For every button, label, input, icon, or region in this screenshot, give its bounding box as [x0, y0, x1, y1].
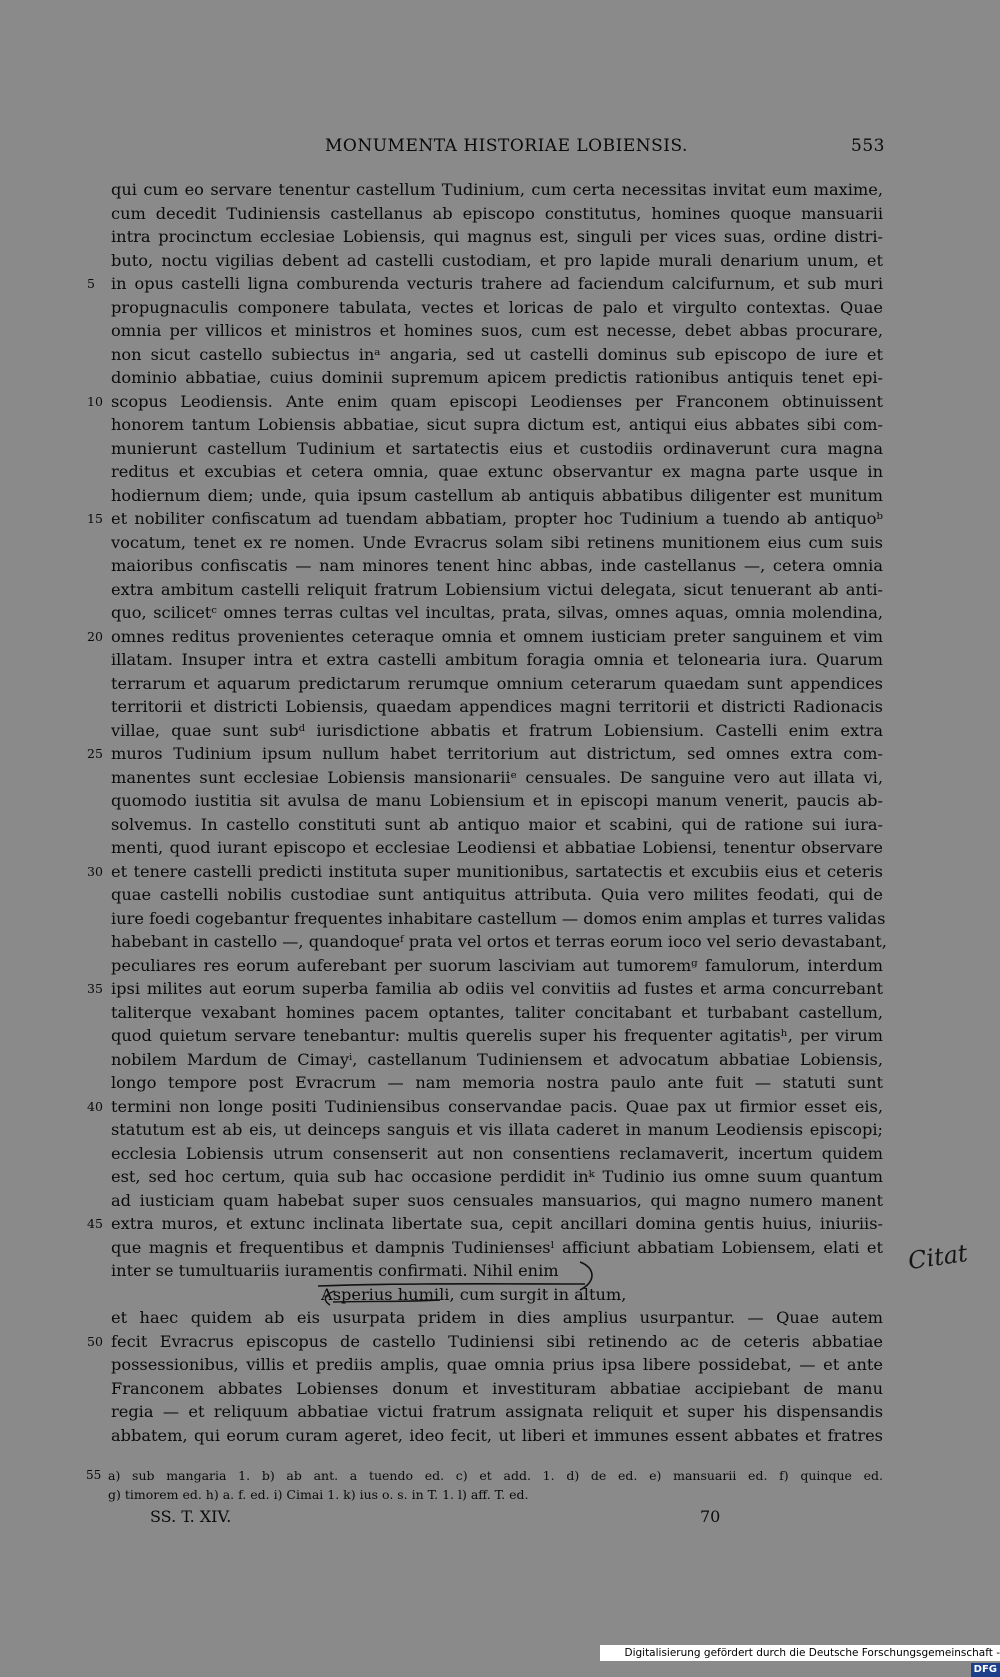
line-text: Franconem abbates Lobienses donum et investituram abbatiae accipiebant de manu: [111, 1378, 883, 1398]
line-number: 5: [87, 276, 95, 291]
footnotes: [86, 1466, 883, 1504]
line-text: munierunt castellum Tudinium et sartatectis eius et custodiis ordinaverunt cura magna: [111, 438, 883, 458]
line-text: iure foedi cogebantur frequentes inhabitare castellum — domos enim amplas et turres validas: [111, 908, 886, 928]
line-text: Asperius humili, cum surgit in altum,: [321, 1284, 627, 1304]
line-text: non sicut castello subiectus inᵃ angaria, sed ut castelli dominus sub episcopo de iure et: [111, 344, 883, 364]
line-text: scopus Leodiensis. Ante enim quam episcopi Leodienses per Franconem obtinuissent: [111, 391, 883, 411]
line-text: buto, noctu vigilias debent ad castelli custodiam, et pro lapide murali denarium unum, et: [111, 250, 883, 270]
line-text: vocatum, tenet ex re nomen. Unde Evracrus solam sibi retinens munitionem eius cum suis: [111, 532, 883, 552]
line-text: dominio abbatiae, cuius dominii supremum apicem predictis rationibus antiquis tenet epi-: [111, 368, 883, 387]
sheet-number: 70: [700, 1507, 721, 1526]
line-text: ipsi milites aut eorum superba familia ab odiis vel convitiis ad fustes et arma concurrebant: [111, 979, 883, 998]
line-text: quo, scilicetᶜ omnes terras cultas vel incultas, prata, silvas, omnes aquas, omnia molendina,: [111, 603, 883, 622]
line-text: quod quietum servare tenebantur: multis querelis super his frequenter agitatisʰ, per virum: [111, 1026, 883, 1045]
line-text: maioribus confiscatis — nam minores tenent hinc abbas, inde castellanus —, cetera omnia: [111, 556, 883, 575]
line-text: est, sed hoc certum, quia sub hac occasione perdidit inᵏ Tudinio ius omne suum quantum: [111, 1167, 883, 1186]
line-text: et tenere castelli predicti instituta super munitionibus, sartatectis et excubiis eius et ceteris: [111, 861, 883, 881]
line-text: intra procinctum ecclesiae Lobiensis, qui magnus est, singuli per vices suas, ordine distri-: [111, 227, 883, 246]
line-number: 25: [87, 746, 103, 761]
line-text: peculiares res eorum auferebant per suorum lasciviam aut tumoremᵍ famulorum, interdum: [111, 955, 883, 975]
line-text: extra muros, et extunc inclinata libertate sua, cepit ancillari domina gentis huius, iniuriis-: [111, 1214, 883, 1233]
line-text: statutum est ab eis, ut deinceps sanguis et vis illata caderet in manum Leodiensis episcopi;: [111, 1120, 883, 1139]
line-number: 45: [87, 1216, 103, 1231]
running-title: MONUMENTA HISTORIAE LOBIENSIS.: [325, 136, 688, 156]
line-text: cum decedit Tudiniensis castellanus ab episcopo constitutus, homines quoque mansuarii: [111, 203, 883, 223]
line-text: quomodo iustitia sit avulsa de manu Lobiensium et in episcopi manum venerit, paucis ab-: [111, 791, 883, 810]
line-text: habebant in castello —, quandoqueᶠ prata vel ortos et terras eorum ioco vel serio devastabant,: [111, 932, 887, 951]
line-text: omnes reditus provenientes ceteraque omnia et omnem iusticiam preter sanguinem et vim: [111, 626, 883, 646]
footnote-line: [108, 1485, 883, 1504]
line-text: quae castelli nobilis custodiae sunt antiquitus attributa. Quia vero milites feodati, qui de: [111, 885, 883, 904]
line-text: abbatem, qui eorum curam ageret, ideo fecit, ut liberi et immunes essent abbates et fratres: [111, 1425, 883, 1445]
line-text: termini non longe positi Tudiniensibus conservandae pacis. Quae pax ut firmior esset eis,: [111, 1096, 883, 1116]
line-number: 35: [87, 981, 103, 996]
line-text: que magnis et frequentibus et dampnis Tudiniensesˡ afficiunt abbatiam Lobiensem, elati et: [111, 1237, 883, 1257]
line-text: territorii et districti Lobiensis, quaedam appendices magni territorii et districti Radionacis: [111, 697, 883, 716]
line-text: fecit Evracrus episcopus de castello Tudiniensi sibi retinendo ac de ceteris abbatiae: [111, 1331, 883, 1351]
line-text: propugnaculis componere tabulata, vectes et loricas de palo et virgulto contextas. Quae: [111, 297, 883, 317]
dfg-logo: DFG: [971, 1663, 1000, 1677]
line-number: 30: [87, 863, 103, 879]
funding-text: Digitalisierung gefördert durch die Deutsche Forschungsgemeinschaft -: [624, 1647, 1000, 1659]
line-text: et haec quidem ab eis usurpata pridem in dies amplius usurpantur. — Quae autem: [111, 1308, 883, 1327]
footnote-line: [86, 1466, 883, 1485]
line-text: extra ambitum castelli reliquit fratrum Lobiensium victui delegata, sicut tenuerant ab anti-: [111, 579, 883, 599]
line-number: 10: [87, 393, 103, 409]
line-text: ad iusticiam quam habebat super suos censuales mansuarios, qui magno numero manent: [111, 1190, 883, 1210]
line-number: 50: [87, 1333, 103, 1349]
line-text: longo tempore post Evracrum — nam memoria nostra paulo ante fuit — statuti sunt: [111, 1073, 883, 1092]
line-text: muros Tudinium ipsum nullum habet territorium aut districtum, sed omnes extra com-: [111, 744, 883, 763]
line-text: inter se tumultuariis iuramentis confirmati. Nihil enim: [111, 1261, 559, 1280]
line-number: 15: [87, 511, 103, 526]
funding-footer: [600, 1645, 1000, 1675]
line-text: et nobiliter confiscatum ad tuendam abbatiam, propter hoc Tudinium a tuendo ab antiquoᵇ: [111, 509, 883, 528]
line-text: possessionibus, villis et prediis amplis, quae omnia prius ipsa libere possidebat, — et ante: [111, 1355, 883, 1374]
sheet-signature: SS. T. XIV.: [150, 1507, 232, 1526]
line-text: nobilem Mardum de Cimayⁱ, castellanum Tudiniensem et advocatum abbatiae Lobiensis,: [111, 1049, 883, 1069]
line-text: taliterque vexabant homines pacem optantes, taliter concitabant et turbabant castellum,: [111, 1002, 883, 1022]
line-number: 55: [86, 1468, 102, 1482]
line-text: ecclesia Lobiensis utrum consenserit aut non consentiens reclamaverit, incertum quidem: [111, 1143, 883, 1163]
line-text: in opus castelli ligna comburenda vecturis trahere ad faciendum calcifurnum, et sub muri: [111, 274, 883, 293]
line-number: 40: [87, 1098, 103, 1114]
margin-handwritten-note: Citat: [906, 1238, 970, 1276]
line-text: omnia per villicos et ministros et homines suos, cum est necesse, debet abbas procurare,: [111, 321, 883, 340]
line-text: manentes sunt ecclesiae Lobiensis mansionariiᵉ censuales. De sanguine vero aut illata vi,: [111, 767, 883, 787]
line-text: villae, quae sunt subᵈ iurisdictione abbatis et fratrum Lobiensium. Castelli enim extra: [111, 720, 883, 740]
line-text: honorem tantum Lobiensis abbatiae, sicut supra dictum est, antiqui eius abbates sibi com-: [111, 415, 883, 434]
line-text: qui cum eo servare tenentur castellum Tudinium, cum certa necessitas invitat eum maxime,: [111, 180, 883, 199]
line-text: hodiernum diem; unde, quia ipsum castellum ab antiquis abbatibus diligenter est munitum: [111, 485, 883, 505]
line-text: terrarum et aquarum predictarum rerumque omnium ceterarum quaedam sunt appendices: [111, 673, 883, 693]
line-text: menti, quod iurant episcopo et ecclesiae Leodiensi et abbatiae Lobiensi, tenentur observare: [111, 838, 883, 857]
footnote-text: g) timorem ed. h) a. f. ed. i) Cimai 1. k) ius o. s. in T. 1. l) aff. T. ed.: [108, 1487, 529, 1502]
footnote-text: a) sub mangaria 1. b) ab ant. a tuendo ed. c) et add. 1. d) de ed. e) mansuarii ed. f) quinque ed.: [108, 1468, 883, 1483]
line-text: reditus et excubias et cetera omnia, quae extunc observantur ex magna parte usque in: [111, 462, 883, 481]
line-text: illatam. Insuper intra et extra castelli ambitum foragia omnia et telonearia iura. Quarum: [111, 650, 883, 669]
line-text: regia — et reliquum abbatiae victui fratrum assignata reliquit et super his dispensandis: [111, 1402, 883, 1421]
page-number: 553: [851, 136, 885, 156]
line-text: solvemus. In castello constituti sunt ab antiquo maior et scabini, qui de ratione sui iura-: [111, 814, 883, 834]
line-number: 20: [87, 628, 103, 644]
